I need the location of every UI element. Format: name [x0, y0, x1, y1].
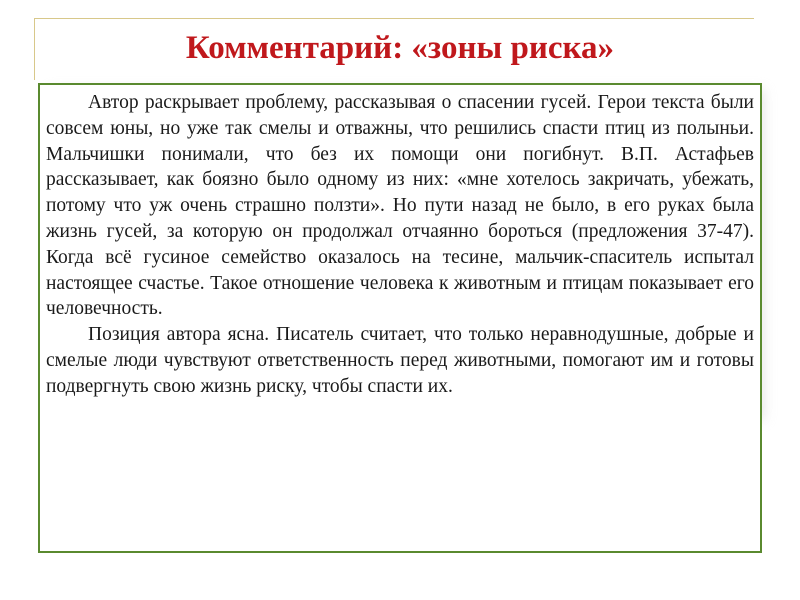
content-text: [46, 90, 754, 400]
paragraph-1: Автор раскрывает проблему, рассказывая о спасении гусей. Герои текста были совсем юны, но уже так смелы и отважны, что решились спасти птиц из полыньи. Мальчишки понимали, что без их помощи они погибнут. В.П. Астафьев рассказывает, как боязно было одному из них: «мне хотелось закричать, убежать, потому что уж очень страшно ползти». Но пути назад не было, в его руках была жизнь гусей, за которую он продолжал отчаянно бороться (предложения 37-47). Когда всё гусиное семейство оказалось на тесине, мальчик-спаситель испытал настоящее счастье. Такое отношение человека к животным и птицам показывает его человечность.: [46, 92, 754, 320]
paragraph-2: Позиция автора ясна. Писатель считает, что только неравнодушные, добрые и смелые люди чувствуют ответственность перед животными, помогают им и готовы подвергнуть свою жизнь риску, чтобы спасти их.: [46, 324, 754, 397]
content-box: [38, 83, 762, 553]
top-decorative-rule: [34, 18, 754, 19]
slide-title: Комментарий: «зоны риска»: [185, 30, 615, 66]
